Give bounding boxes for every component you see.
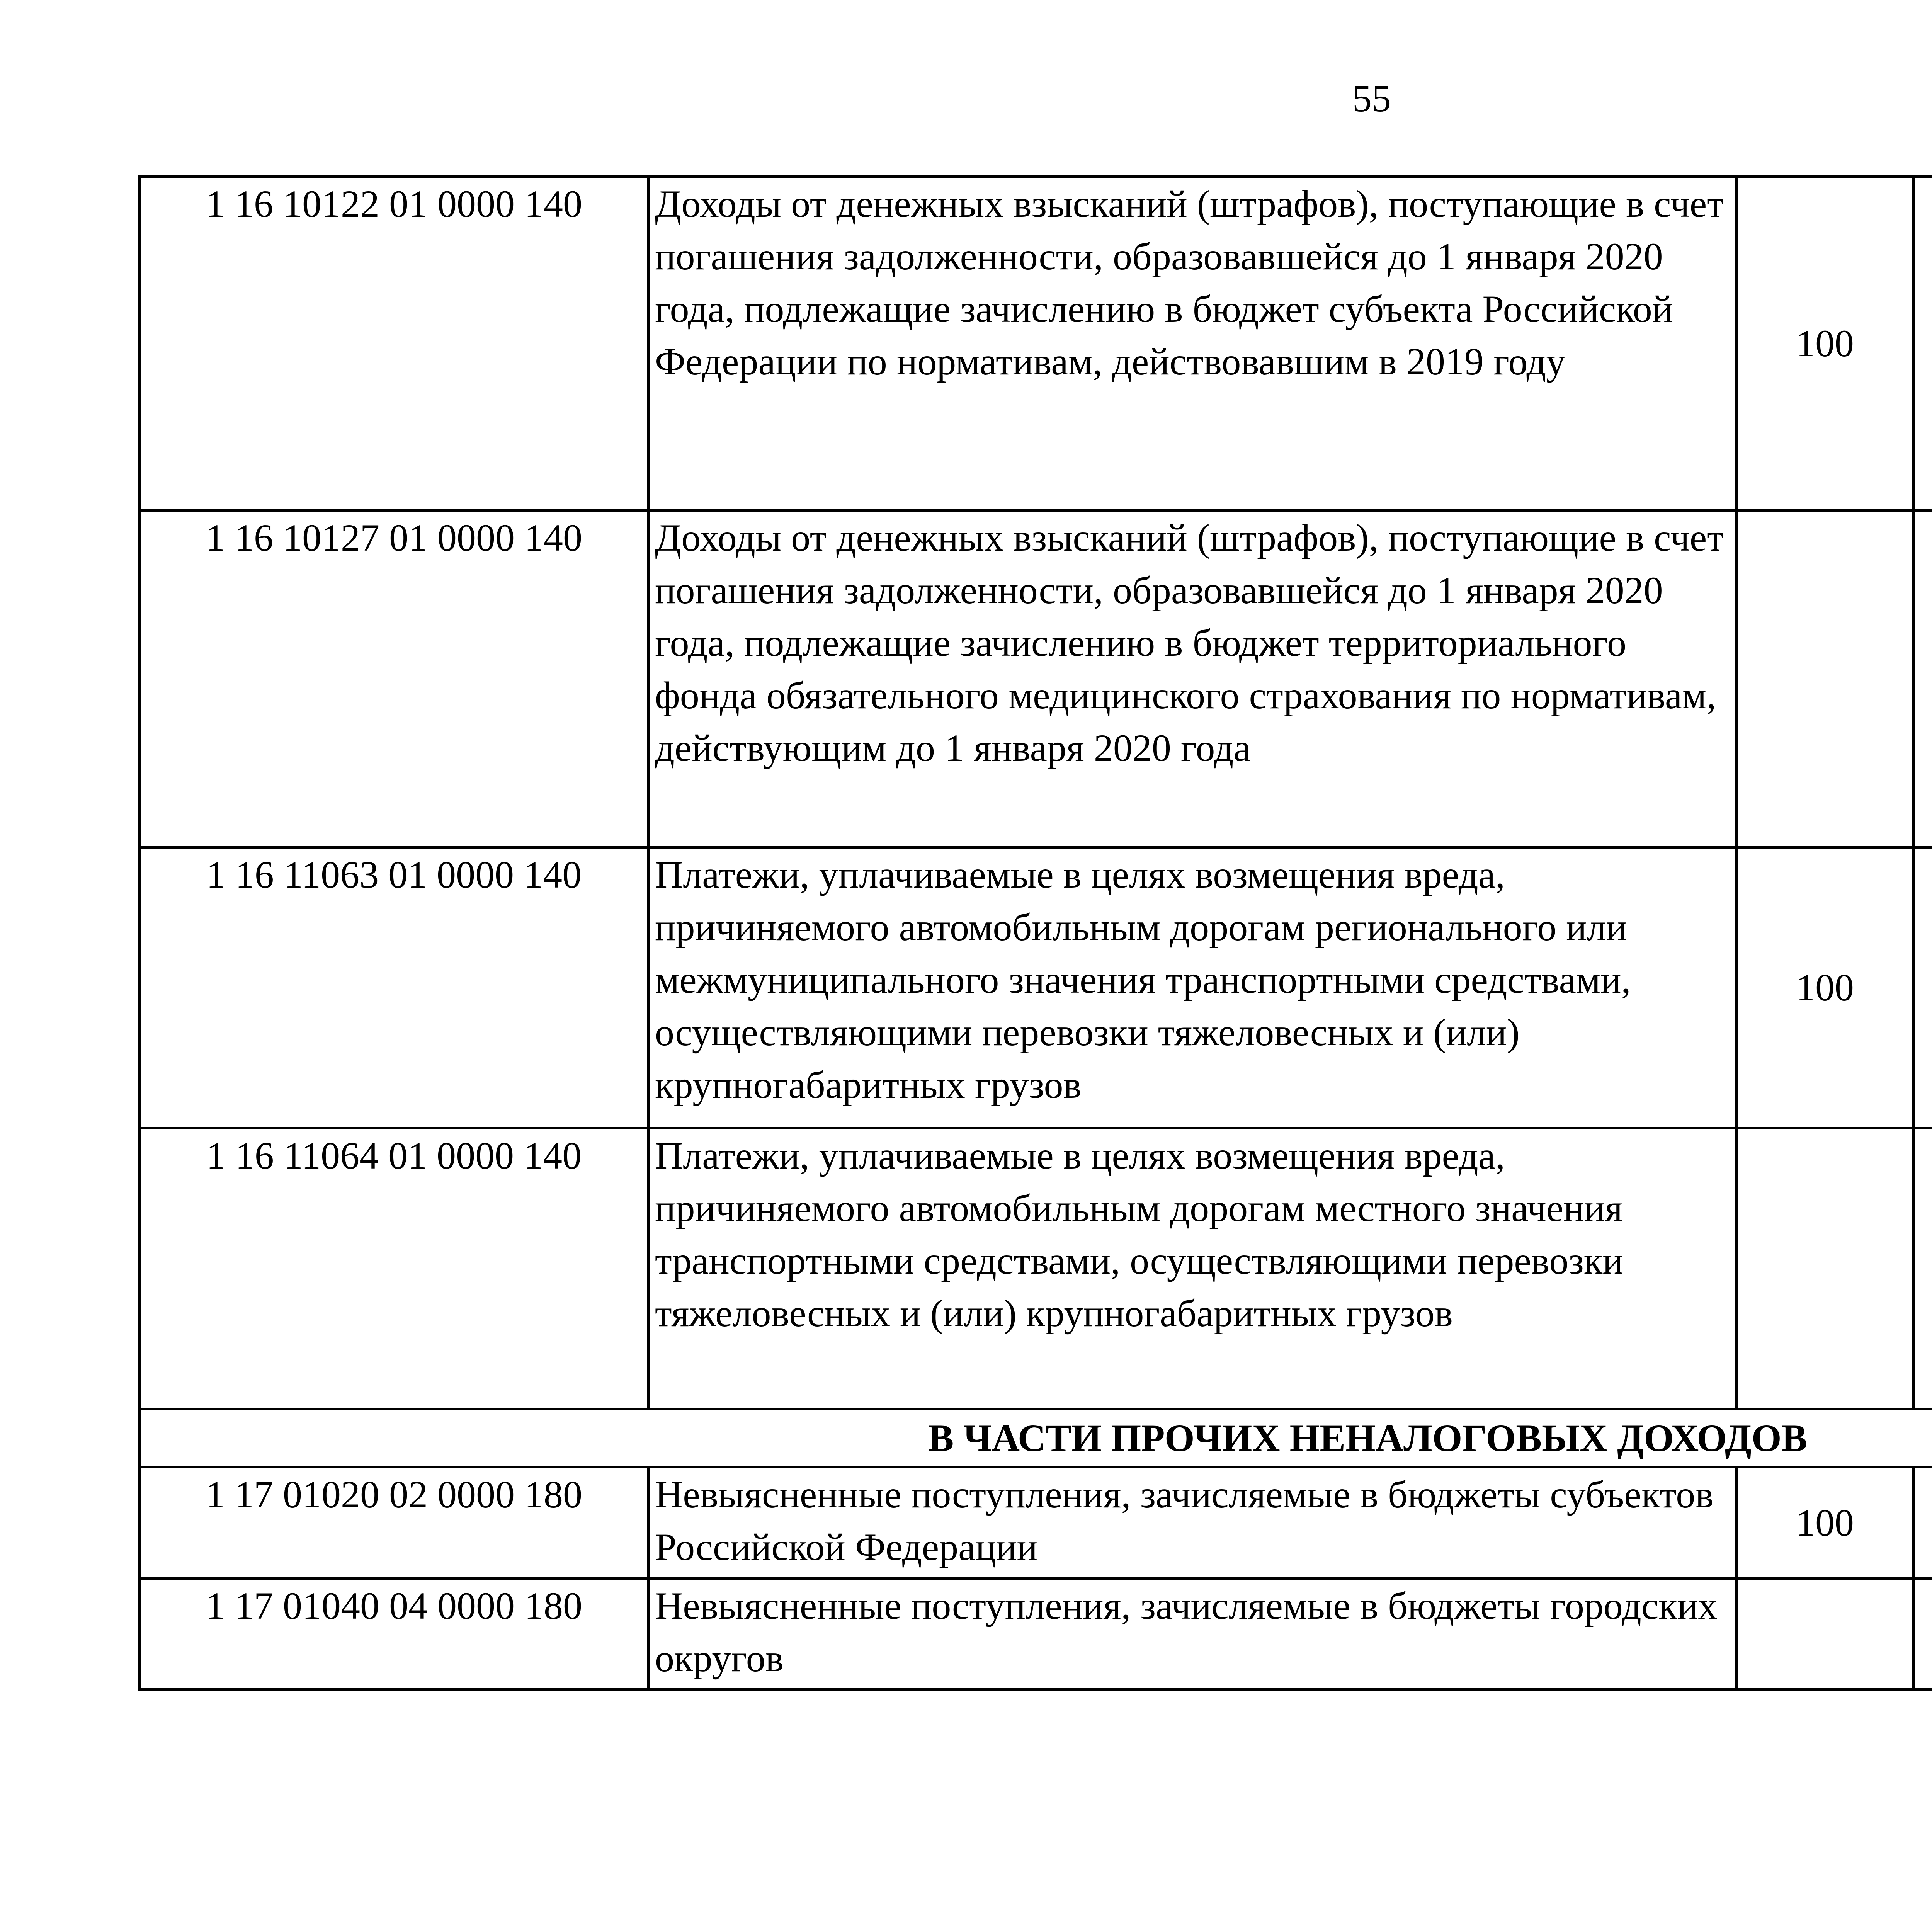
normative-value-2 — [1913, 177, 1932, 510]
normative-value-2 — [1913, 847, 1932, 1128]
normative-value-1 — [1737, 1128, 1913, 1409]
table-row — [140, 1128, 1932, 1409]
revenue-code: 1 16 10122 01 0000 140 — [140, 177, 648, 510]
revenue-code: 1 16 11063 01 0000 140 — [140, 847, 648, 1128]
revenue-code: 1 16 10127 01 0000 140 — [140, 510, 648, 847]
normative-value-2 — [1913, 1467, 1932, 1579]
normative-value-2 — [1913, 1579, 1932, 1690]
revenue-description: Невыясненные поступления, зачисляемые в бюджеты городских округов — [648, 1579, 1737, 1690]
revenue-description: Платежи, уплачиваемые в целях возмещения вреда, причиняемого автомобильным дорогам регионального или межмуниципального значения транспортными средствами, осуществляющими перевозки тяжеловесных и (или) крупногабаритных грузов — [648, 847, 1737, 1128]
revenue-description: Доходы от денежных взысканий (штрафов), поступающие в счет погашения задолженности, образовавшейся до 1 января 2020 года, подлежащие зачислению в бюджет территориального фонда обязательного медицинского страхования по нормативам, действующим до 1 января 2020 года — [648, 510, 1737, 847]
table-row — [140, 510, 1932, 847]
section-heading: В ЧАСТИ ПРОЧИХ НЕНАЛОГОВЫХ ДОХОДОВ — [140, 1409, 1932, 1467]
table-body — [140, 177, 1932, 1690]
normative-value-1 — [1737, 510, 1913, 847]
normative-value-2 — [1913, 510, 1932, 847]
revenue-description: Невыясненные поступления, зачисляемые в бюджеты субъектов Российской Федерации — [648, 1467, 1737, 1579]
normative-value-1: 100 — [1737, 847, 1913, 1128]
table-row — [140, 1579, 1932, 1690]
revenue-code: 1 16 11064 01 0000 140 — [140, 1128, 648, 1409]
revenue-description: Платежи, уплачиваемые в целях возмещения вреда, причиняемого автомобильным дорогам местного значения транспортными средствами, осуществляющими перевозки тяжеловесных и (или) крупногабаритных грузов — [648, 1128, 1737, 1409]
revenue-code: 1 17 01040 04 0000 180 — [140, 1579, 648, 1690]
normative-value-1: 100 — [1737, 1467, 1913, 1579]
normative-value-1 — [1737, 1579, 1913, 1690]
revenue-table — [138, 175, 1932, 1691]
section-header-row — [140, 1409, 1932, 1467]
table-row — [140, 847, 1932, 1128]
table-row — [140, 177, 1932, 510]
revenue-code: 1 17 01020 02 0000 180 — [140, 1467, 648, 1579]
page-number: 55 — [1352, 77, 1391, 120]
normative-value-1: 100 — [1737, 177, 1913, 510]
revenue-description: Доходы от денежных взысканий (штрафов), поступающие в счет погашения задолженности, образовавшейся до 1 января 2020 года, подлежащие зачислению в бюджет субъекта Российской Федерации по нормативам, действовавшим в 2019 году — [648, 177, 1737, 510]
normative-value-2 — [1913, 1128, 1932, 1409]
table-row — [140, 1467, 1932, 1579]
